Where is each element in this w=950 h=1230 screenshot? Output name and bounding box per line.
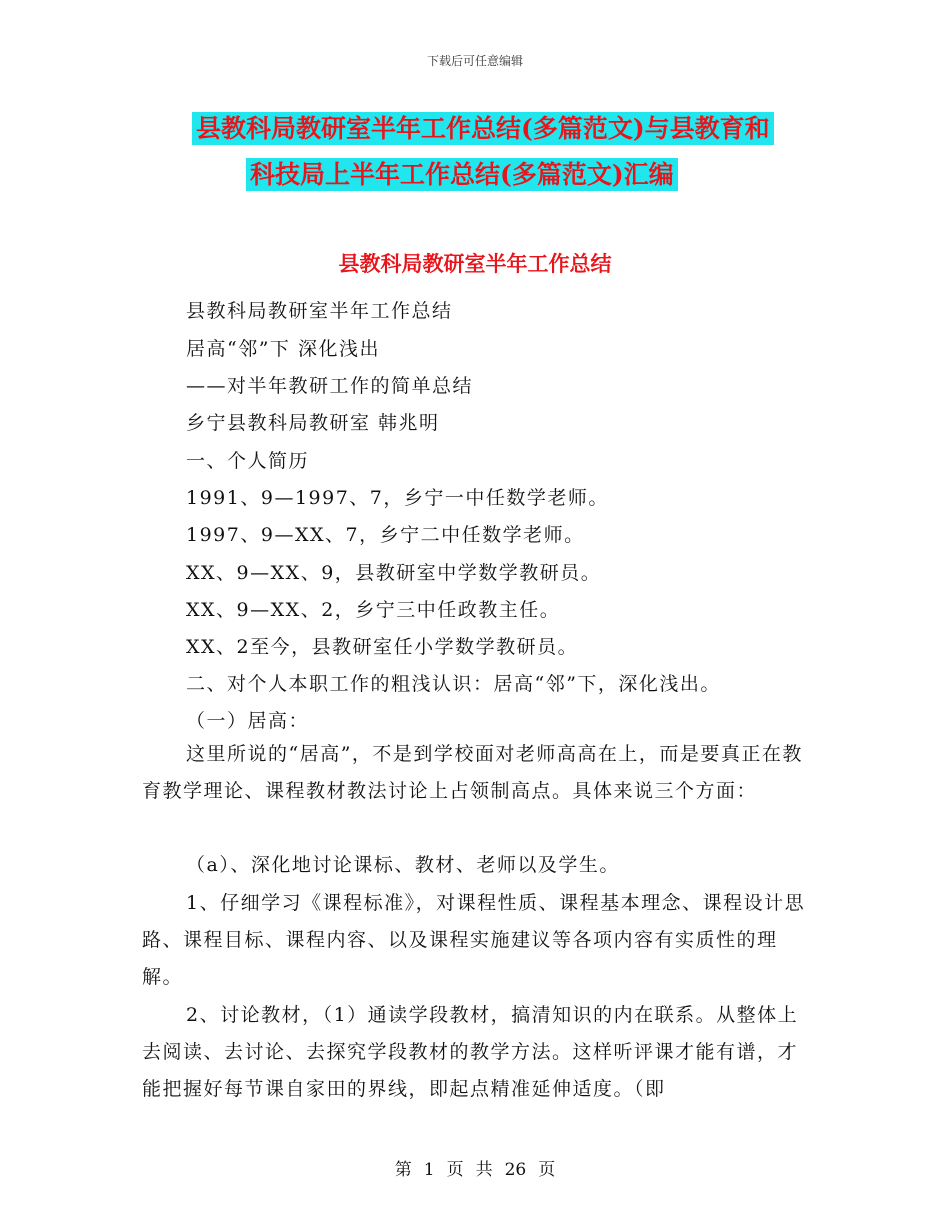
body-line: XX、2至今，县教研室任小学数学教研员。 — [186, 636, 579, 658]
body-paragraph: 这里所说的“居高”，不是到学校面对老师高高在上，而是要真正在教育教学理论、课程教材教法讨论上占领制高点。具体来说三个方面： — [142, 743, 803, 802]
body-line: 居高“邻”下 深化浅出 — [186, 338, 380, 360]
body-line: 县教科局教研室半年工作总结 — [186, 300, 453, 322]
body-line: ——对半年教研工作的简单总结 — [186, 375, 474, 397]
section-title: 县教科局教研室半年工作总结 — [338, 251, 612, 276]
footer-page-mid: 页 — [446, 1160, 464, 1180]
body-line: XX、9—XX、9，县教研室中学数学教研员。 — [186, 562, 602, 584]
footer-page-current: 1 — [423, 1160, 435, 1180]
footer-page-prefix: 第 — [394, 1160, 412, 1180]
body-line: XX、9—XX、2，乡宁三中任政教主任。 — [186, 599, 561, 621]
body-line: 二、对个人本职工作的粗浅认识：居高“邻”下，深化浅出。 — [186, 673, 721, 695]
page-footer — [0, 1155, 950, 1180]
body-line: 乡宁县教科局教研室 韩兆明 — [186, 412, 440, 434]
footer-page-total: 26 — [504, 1160, 527, 1180]
document-title-line-2: 科技局上半年工作总结(多篇范文)汇编 — [0, 158, 950, 192]
document-title-line-1: 县教科局教研室半年工作总结(多篇范文)与县教育和 — [0, 112, 950, 146]
footer-page-suffix: 页 — [538, 1160, 556, 1180]
body-paragraph: 2、讨论教材，（1）通读学段教材，搞清知识的内在联系。从整体上去阅读、去讨论、去探究学段教材的教学方法。这样听评课才能有谱，才能把握好每节课自家田的界线，即起点精准延伸适度。（即 — [142, 1004, 799, 1100]
body-line: （一）居高： — [186, 710, 310, 732]
body-line: 1991、9—1997、7，乡宁一中任数学老师。 — [186, 487, 609, 509]
header-note: 下载后可任意编辑 — [426, 54, 523, 68]
body-paragraph: （a）、深化地讨论课标、教材、老师以及学生。 — [186, 854, 620, 876]
footer-total-prefix: 共 — [475, 1160, 493, 1180]
body-paragraph: 1、仔细学习《课程标准》，对课程性质、课程基本理念、课程设计思路、课程目标、课程内容、以及课程实施建议等各项内容有实质性的理解。 — [142, 892, 806, 988]
body-line: 一、个人简历 — [186, 450, 310, 472]
body-line: 1997、9—XX、7，乡宁二中任数学老师。 — [186, 524, 585, 546]
